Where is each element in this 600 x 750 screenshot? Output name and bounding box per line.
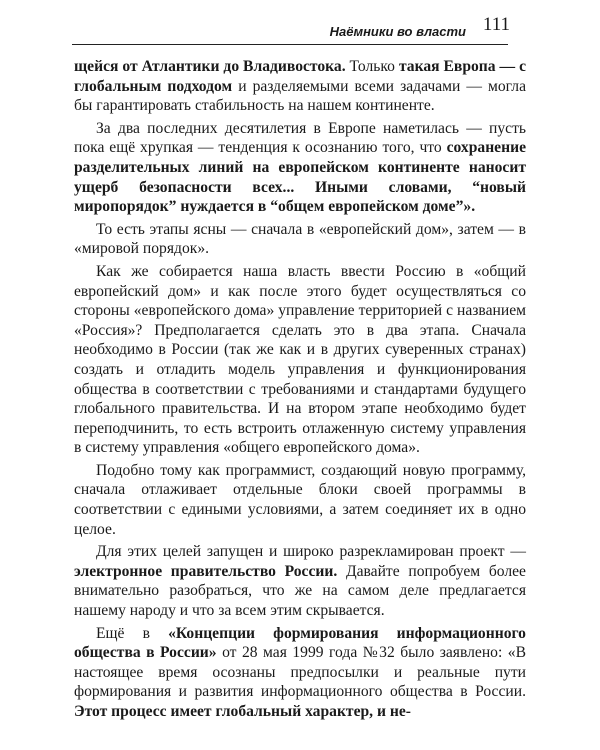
bold-text-run: Этот процесс имеет глобальный характер, и не- [74,703,411,720]
bold-text-run: электронное правительство России. [74,562,338,580]
running-head [72,22,508,45]
paragraph [74,220,526,259]
paragraph [74,542,526,620]
text-run: То есть этапы ясны — сначала в «европейский дом», затем — в «мировой порядок». [74,220,526,258]
page-number: 111 [482,14,510,35]
paragraph [74,262,526,458]
text-run: За два последних десятилетия в Европе наметилась — пусть пока ещё хрупкая — тенденция к осознанию того, что [74,119,526,157]
paragraph [74,57,526,116]
running-title: Наёмники во власти [329,24,466,39]
text-run: Только [345,58,399,75]
bold-text-run: такая Европа — с глобальным подходом [74,58,527,95]
body-text [74,57,526,725]
text-run: от 28 мая 1999 года №32 было заявлено: «В настоящее время осознаны предпосылки и реальные пути формирования и развития информационного общества в России. [74,644,526,701]
text-run: Подобно тому как программист, создающий новую программу, сначала отлаживает отдельные блоки своей программы в соответствии с едиными условиями, а затем соединяет их в одно целое. [74,461,526,538]
paragraph [74,461,526,539]
paragraph [74,624,526,722]
text-run: и разделяемыми всеми задачами — могла бы гарантировать стабильность на нашем континенте. [74,77,526,115]
paragraph [74,119,526,217]
bold-text-run: «Концепции формирования информационного общества в России» [74,624,526,662]
text-run: Как же собирается наша власть ввести Россию в «общий европейский дом» и как после этого будет осуществляться со стороны «европейского дома» управление территорией с названием «Россия»? Предполагается сделать это в два этапа. Сначала необходимо в России (так же как и в других суверенных странах) создать и отладить модель управления и функционирования общества в соответствии с требованиями и стандартами будущего глобального правительства. И на втором этапе необходимо будет переподчинить, то есть встроить отлаженную систему управления в систему управления «общего европейского дома». [74,262,526,457]
bold-text-run: щейся от Атлантики до Владивостока. [74,58,346,75]
bold-text-run: сохранение разделительных линий на европейском континенте наносит ущерб безопасности всех... Иными словами, “новый миропорядок” нуждается в “общем европейском доме”». [74,139,526,216]
text-run: Для этих целей запущен и широко разрекламирован проект — [96,543,526,561]
text-run: Давайте попробуем более внимательно разобраться, что же на самом деле предлагается нашему народу и что за всем этим скрывается. [74,562,526,620]
text-run: Ещё в [96,624,169,642]
